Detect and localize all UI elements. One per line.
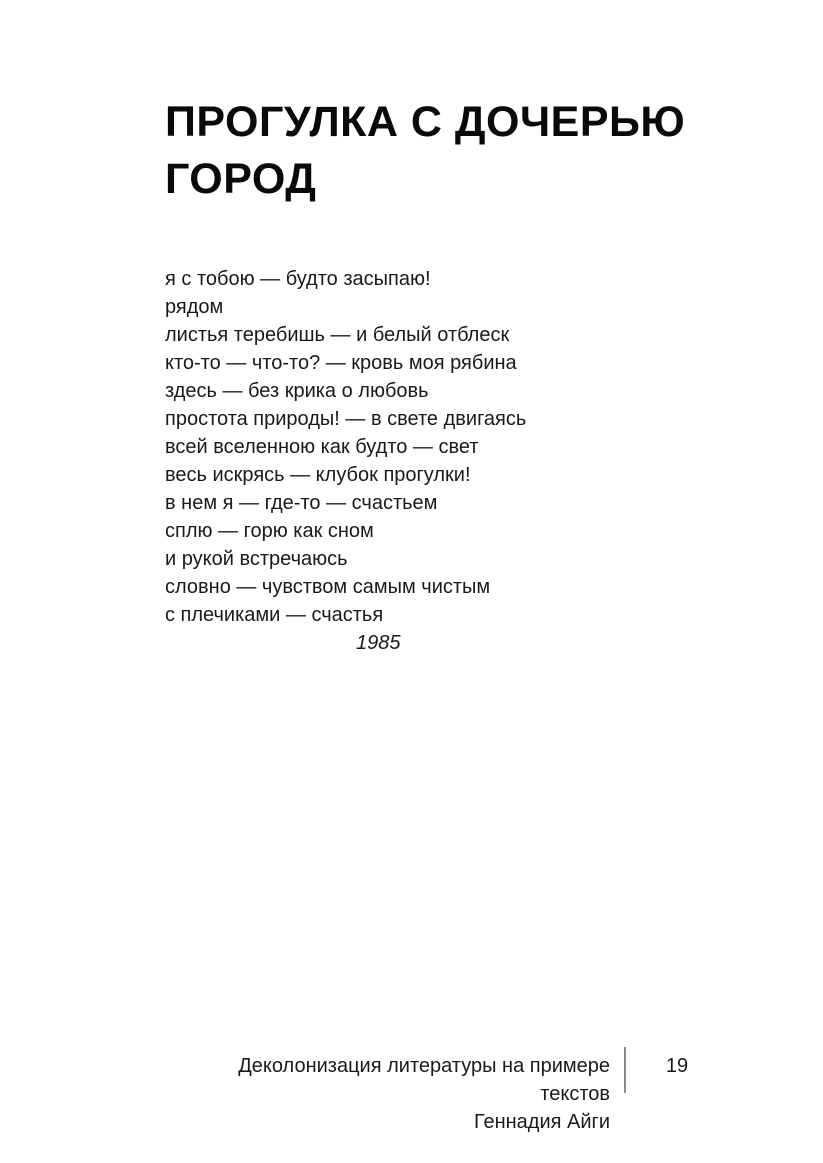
poem-date (165, 629, 526, 657)
poem-line: сплю — горю как сном (165, 520, 374, 542)
page-number: 19 (665, 1055, 689, 1077)
poem-line: весь искрясь — клубок прогулки! (165, 464, 471, 486)
poem-line: в нем я — где-то — счастьем (165, 492, 438, 514)
poem-line: с плечиками — счастья (165, 604, 384, 626)
poem-line: листья теребишь — и белый отблеск (165, 324, 510, 346)
footer-caption-line-2: Геннадия Айги (473, 1111, 610, 1133)
poem-body (165, 265, 526, 657)
poem-title (165, 94, 685, 208)
footer-caption-line-1: Деколонизация литературы на примере текстов (238, 1055, 610, 1105)
footer-caption (165, 1052, 610, 1136)
poem-date-text: 1985 (356, 632, 401, 654)
poem-line: здесь — без крика о любовь (165, 380, 429, 402)
poem-line: я с тобою — будто засыпаю! (165, 268, 431, 290)
poem-line: кто-то — что-то? — кровь моя рябина (165, 352, 517, 374)
footer-divider (624, 1047, 626, 1093)
poem-line: и рукой встречаюсь (165, 548, 348, 570)
poem-title-line-2: ГОРОД (165, 155, 317, 203)
poem-title-line-1: ПРОГУЛКА С ДОЧЕРЬЮ (165, 98, 686, 146)
poem-line: словно — чувством самым чистым (165, 576, 491, 598)
poem-line: рядом (165, 296, 224, 318)
poem-line: простота природы! — в свете двигаясь (165, 408, 527, 430)
poem-line: всей вселенною как будто — свет (165, 436, 479, 458)
